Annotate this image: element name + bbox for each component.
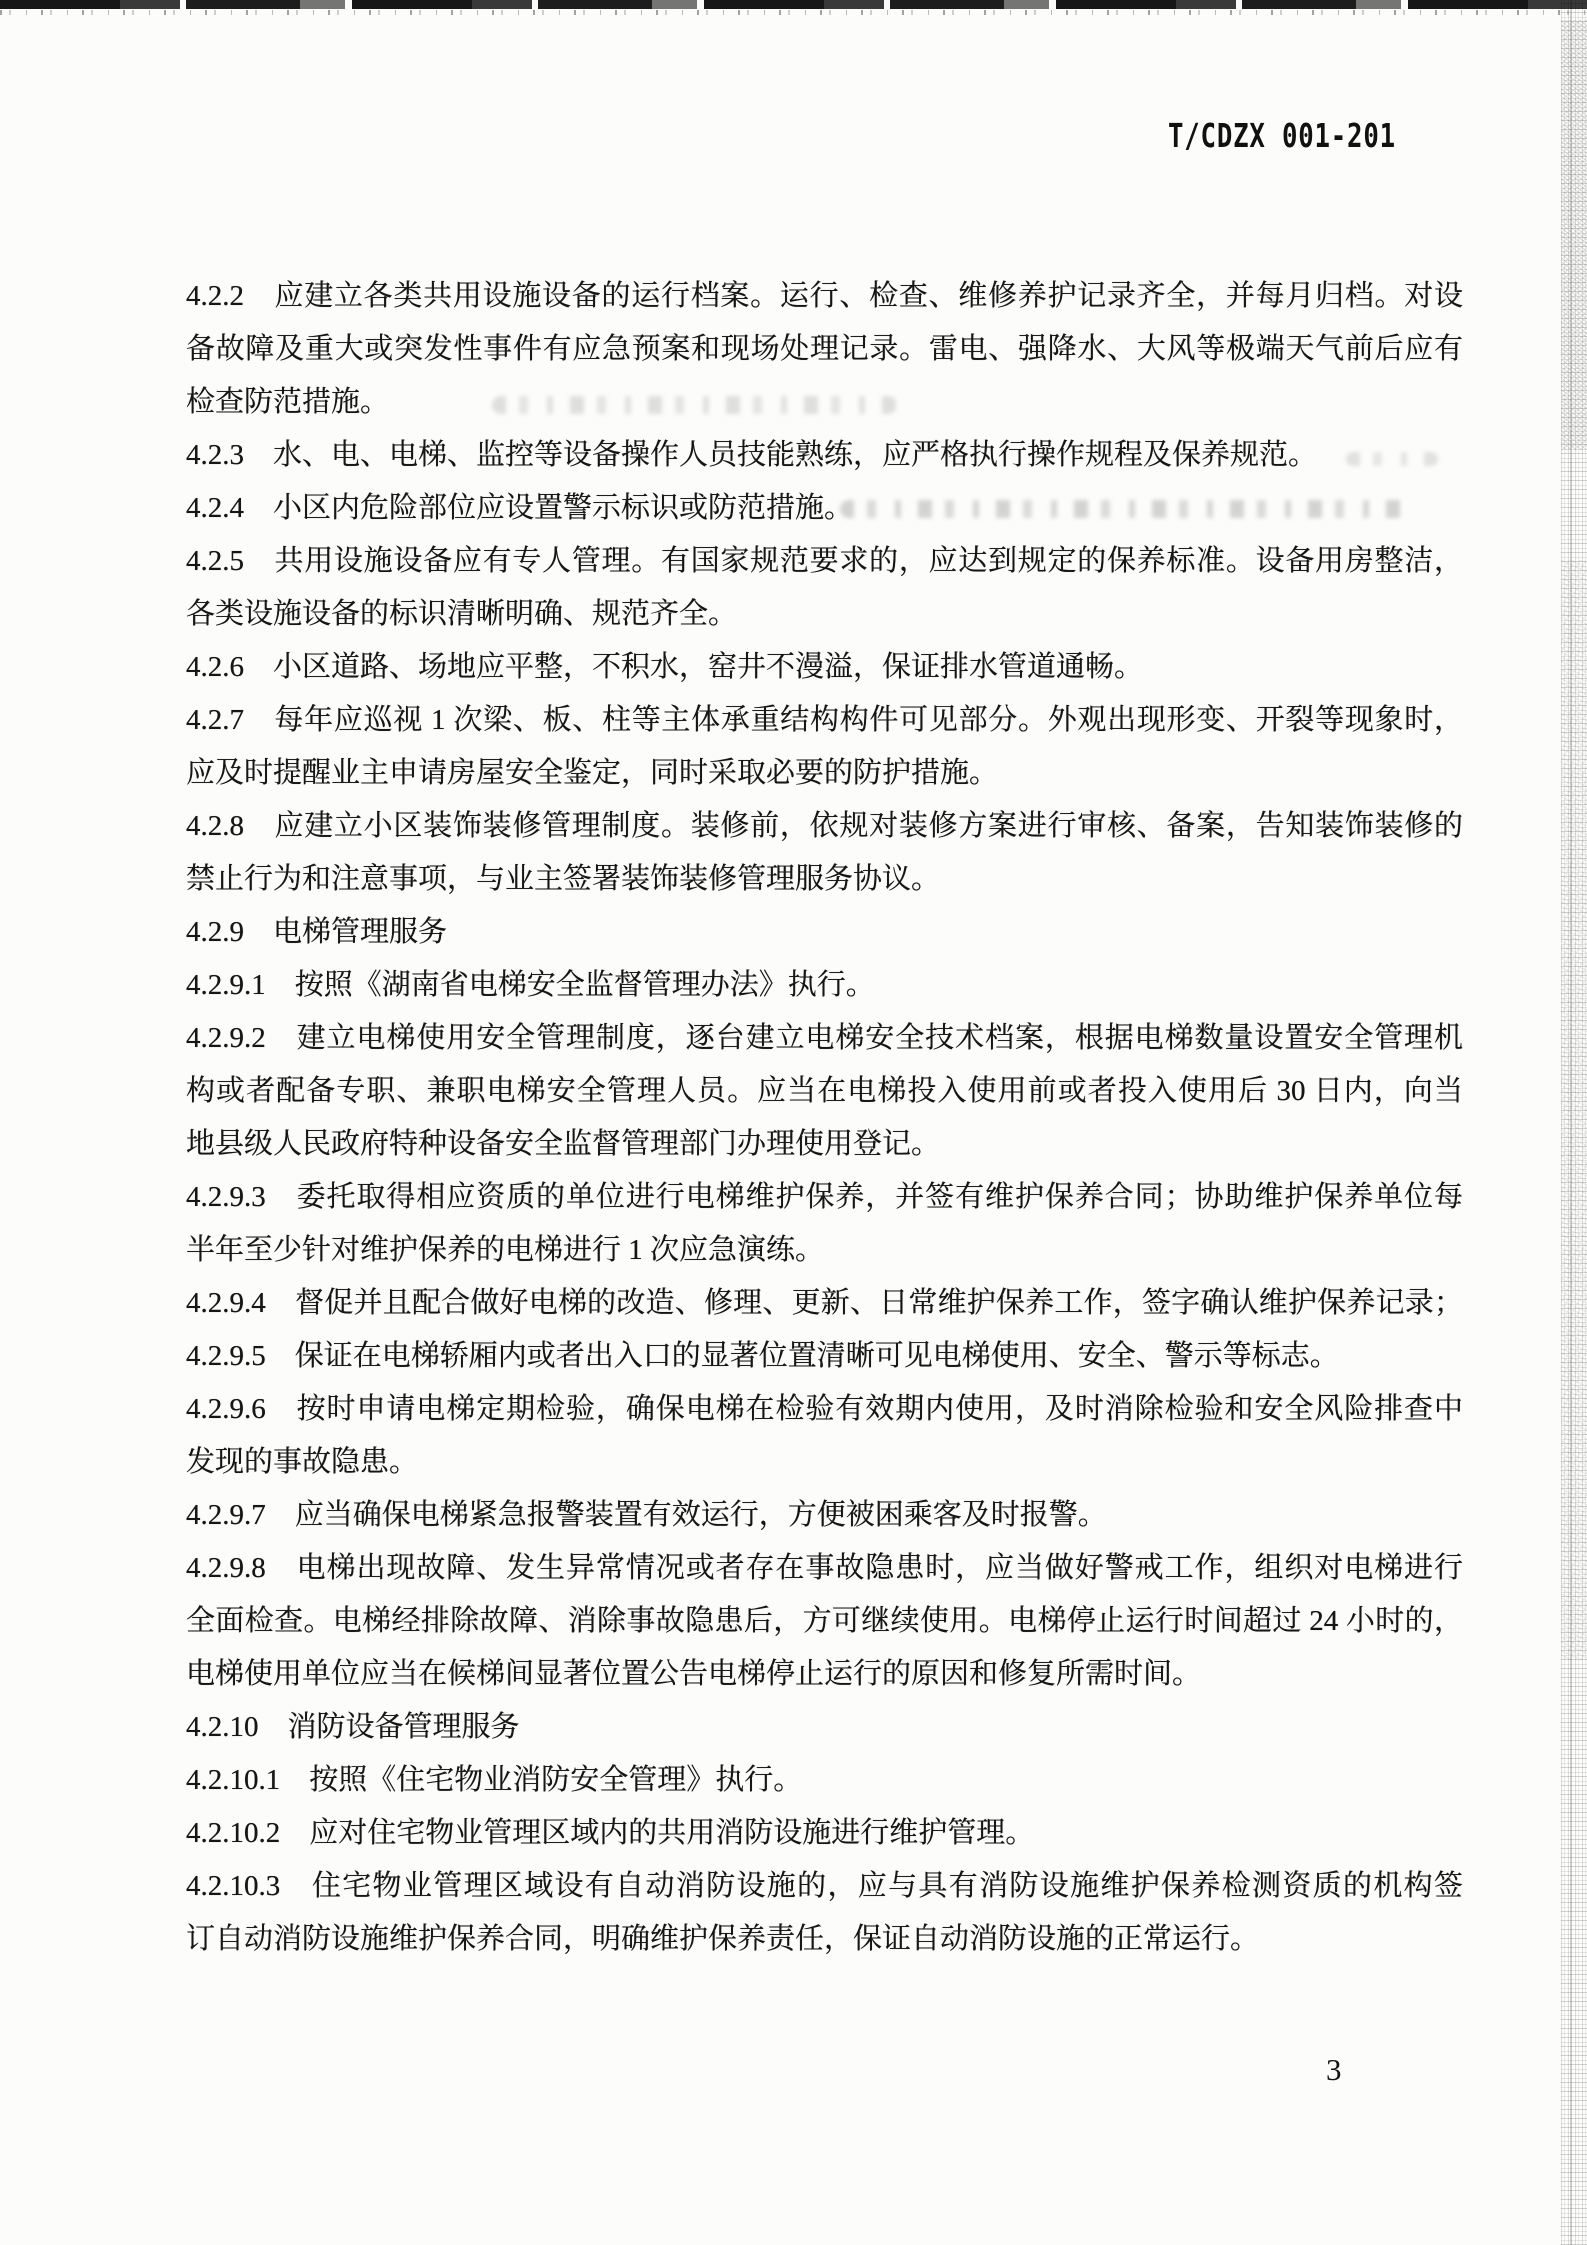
text-line: 4.2.10 消防设备管理服务 <box>186 1711 520 1743</box>
text-line: 检查防范措施。 <box>186 386 390 418</box>
text-line: 应及时提醒业主申请房屋安全鉴定，同时采取必要的防护措施。 <box>186 757 999 789</box>
text-line: 4.2.9.6 按时申请电梯定期检验，确保电梯在检验有效期内使用，及时消除检验和安全风险排查中 <box>186 1393 1463 1425</box>
scan-noise-strip-right <box>1561 0 1587 2245</box>
text-line: 备故障及重大或突发性事件有应急预案和现场处理记录。雷电、强降水、大风等极端天气前后应有 <box>186 333 1463 365</box>
text-line: 4.2.5 共用设施设备应有专人管理。有国家规范要求的，应达到规定的保养标准。设备用房整洁， <box>186 545 1463 577</box>
text-line: 地县级人民政府特种设备安全监督管理部门办理使用登记。 <box>186 1128 941 1160</box>
text-line: 4.2.3 水、电、电梯、监控等设备操作人员技能熟练，应严格执行操作规程及保养规范。 <box>186 439 1318 471</box>
text-line: 发现的事故隐患。 <box>186 1446 419 1478</box>
text-line: 4.2.8 应建立小区装饰装修管理制度。装修前，依规对装修方案进行审核、备案，告知装饰装修的 <box>186 810 1463 842</box>
document-body <box>186 270 1463 1966</box>
text-line: 禁止行为和注意事项，与业主签署装饰装修管理服务协议。 <box>186 863 941 895</box>
text-line: 订自动消防设施维护保养合同，明确维护保养责任，保证自动消防设施的正常运行。 <box>186 1923 1260 1955</box>
text-line: 4.2.9.3 委托取得相应资质的单位进行电梯维护保养，并签有维护保养合同；协助维护保养单位每 <box>186 1181 1463 1213</box>
document-code-header: T/CDZX 001-201 <box>1168 116 1396 155</box>
page-number: 3 <box>1326 2052 1342 2087</box>
text-line: 构或者配备专职、兼职电梯安全管理人员。应当在电梯投入使用前或者投入使用后 30 日内，向当 <box>186 1075 1463 1107</box>
text-line: 4.2.9.8 电梯出现故障、发生异常情况或者存在事故隐患时，应当做好警戒工作，组织对电梯进行 <box>186 1552 1463 1584</box>
text-line: 4.2.9.4 督促并且配合做好电梯的改造、修理、更新、日常维护保养工作，签字确认维护保养记录； <box>186 1287 1463 1319</box>
text-line: 4.2.9 电梯管理服务 <box>186 916 448 948</box>
text-line: 4.2.10.2 应对住宅物业管理区域内的共用消防设施进行维护管理。 <box>186 1817 1035 1849</box>
text-line: 4.2.2 应建立各类共用设施设备的运行档案。运行、检查、维修养护记录齐全，并每月归档。对设 <box>186 280 1463 312</box>
text-line: 4.2.7 每年应巡视 1 次梁、板、柱等主体承重结构构件可见部分。外观出现形变、开裂等现象时， <box>186 704 1463 736</box>
text-line: 各类设施设备的标识清晰明确、规范齐全。 <box>186 598 738 630</box>
text-line: 全面检查。电梯经排除故障、消除事故隐患后，方可继续使用。电梯停止运行时间超过 24 小时的， <box>186 1605 1463 1637</box>
text-line: 4.2.9.2 建立电梯使用安全管理制度，逐台建立电梯安全技术档案，根据电梯数量设置安全管理机 <box>186 1022 1463 1054</box>
text-line: 4.2.9.5 保证在电梯轿厢内或者出入口的显著位置清晰可见电梯使用、安全、警示等标志。 <box>186 1340 1339 1372</box>
scan-edge-artifact-top <box>0 0 1587 20</box>
text-line: 4.2.4 小区内危险部位应设置警示标识或防范措施。 <box>186 492 854 524</box>
text-line: 4.2.9.7 应当确保电梯紧急报警装置有效运行，方便被困乘客及时报警。 <box>186 1499 1107 1531</box>
text-line: 4.2.10.1 按照《住宅物业消防安全管理》执行。 <box>186 1764 803 1796</box>
text-line: 4.2.9.1 按照《湖南省电梯安全监督管理办法》执行。 <box>186 969 875 1001</box>
text-line: 半年至少针对维护保养的电梯进行 1 次应急演练。 <box>186 1234 825 1266</box>
text-line: 4.2.6 小区道路、场地应平整，不积水，窑井不漫溢，保证排水管道通畅。 <box>186 651 1144 683</box>
text-line: 电梯使用单位应当在候梯间显著位置公告电梯停止运行的原因和修复所需时间。 <box>186 1658 1202 1690</box>
text-line: 4.2.10.3 住宅物业管理区域设有自动消防设施的，应与具有消防设施维护保养检测资质的机构签 <box>186 1870 1463 1902</box>
